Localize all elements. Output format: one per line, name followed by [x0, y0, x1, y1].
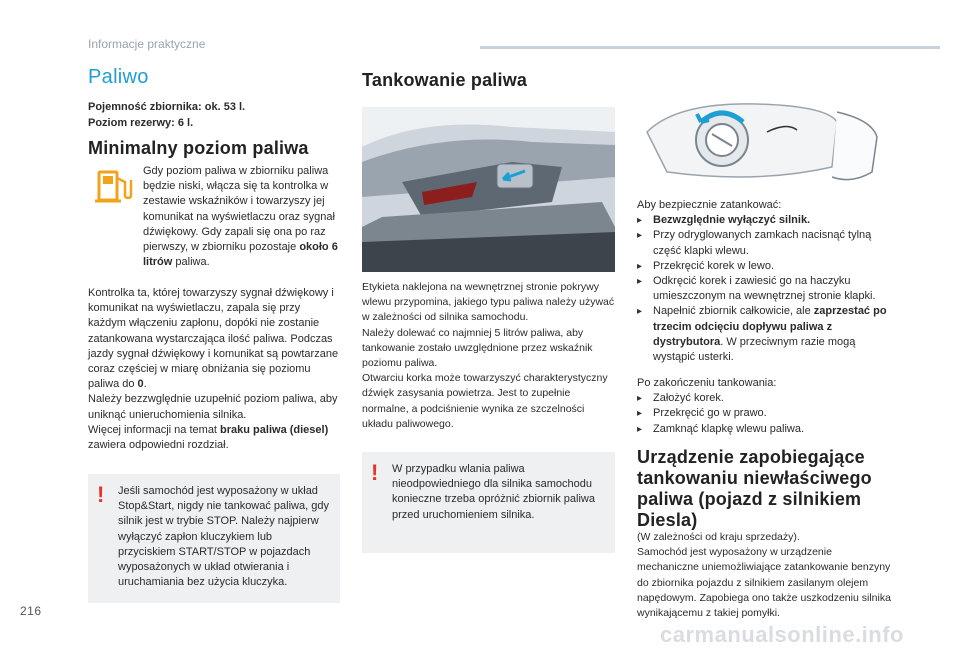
para-bold: 0: [137, 378, 144, 391]
capacity-line: Pojemność zbiornika: ok. 53 l.: [88, 101, 246, 113]
after-intro: Po zakończeniu tankowania:: [637, 377, 777, 389]
reserve-line: Poziom rezerwy: 6 l.: [88, 117, 194, 129]
step-text-end: . W przeciwnym razie mogą wystąpić usterki.: [653, 335, 856, 364]
fuel-pump-icon: [93, 168, 135, 206]
min-level-text: [143, 164, 339, 270]
misfuel-text: (W zależności od kraju sprzedaży). Samochód jest wyposażony w urządzenie mechaniczne uniemożliwiające zatankowanie benzyny do zbiornika pojazdu z silnikiem zasilanym olejem napędowym. Zapobiega ono także uszkodzeniu silnika wynikającemu z takiej pomyłki.: [637, 531, 891, 620]
section-header: Informacje praktyczne: [88, 37, 206, 51]
para-text: Kontrolka ta, której towarzyszy sygnał dźwiękowy i komunikat na wyświetlaczu, zapala się przy każdym włączeniu zapłonu, dopóki nie zostanie zatankowana wystarczająca ilość paliwa. Podczas jazdy sygnał dźwiękowy i komunikat są powtarzane coraz częściej w miarę obniżania się poziomu paliwa do: [88, 287, 339, 391]
stop-start-warning: [88, 474, 340, 603]
refuel-steps: [637, 198, 895, 365]
min-text-bold: około 6 litrów: [143, 241, 338, 269]
car-rear-image: [362, 107, 615, 272]
misfuel-heading: Urządzenie zapobiegające tankowaniu niewłaściwego paliwa (pojazd z silnikiem Diesla): [637, 447, 872, 530]
refuel-caption: Etykieta naklejona na wewnętrznej stronie pokrywy wlewu przypomina, jakiego typu paliwa należy używać w zależności od silnika samochodu. Należy dolewać co najmniej 5 litrów paliwa, aby tankowanie zostało uwzględnione przez wskaźnik poziomu paliwa. Otwarciu korka może towarzyszyć charakterystyczny dźwięk zasysania powietrza. Jest to zupełnie normalne, a podciśnienie wynika ze szczelności układu paliwowego.: [362, 281, 615, 430]
watermark: carmanualsonline.info: [660, 622, 904, 647]
step-item: ▸ Przekręcić korek w lewo.: [637, 259, 895, 274]
min-text-end: paliwa.: [172, 256, 210, 269]
after-step-item: ▸ Zamknąć klapkę wlewu paliwa.: [637, 422, 895, 437]
wrong-fuel-warning: [362, 452, 615, 553]
warning-text: W przypadku wlania paliwa nieodpowiedniego dla silnika samochodu konieczne trzeba opróżnić zbiornik paliwa przed uruchomieniem silnika.: [392, 463, 595, 521]
para-text-end: zawiera odpowiedni rozdział.: [88, 439, 229, 452]
step-bold: Bezwzględnie wyłączyć silnik.: [653, 214, 811, 227]
warning-icon: !: [371, 460, 379, 485]
after-refuel-steps: [637, 376, 895, 437]
para-bold-link: braku paliwa (diesel): [220, 423, 329, 436]
after-step-item: ▸ Przekręcić go w prawo.: [637, 406, 895, 421]
step-bold: zaprzestać po trzecim odcięciu dopływu paliwa z dystrybutora: [653, 305, 887, 348]
step-item: ▸ Odkręcić korek i zawiesić go na haczyku umieszczonym na wewnętrznej stronie klapki.: [637, 274, 895, 304]
page-title: Paliwo: [88, 66, 149, 88]
fuel-cap-image: [637, 92, 889, 192]
min-text: Gdy poziom paliwa w zbiorniku paliwa będzie niski, włącza się ta kontrolka w zestawie wskaźników i towarzyszy jej komunikat na wyświetlaczu oraz sygnał dźwiękowy. Gdy zapali się ona po raz pierwszy, w zbiorniku pozostaje: [143, 165, 335, 254]
warning-icon: !: [97, 482, 105, 507]
capacity-info: [88, 99, 338, 131]
min-level-heading: Minimalny poziom paliwa: [88, 138, 309, 158]
page-number: 216: [20, 604, 42, 618]
header-rule: [480, 46, 940, 49]
after-step-item: ▸ Założyć korek.: [637, 391, 895, 406]
step-item: [637, 213, 895, 228]
step-text: Napełnić zbiornik całkowicie, ale: [653, 305, 814, 318]
step-item: [637, 304, 895, 365]
para-text-mid: . Należy bezzwględnie uzupełnić poziom paliwa, aby uniknąć unieruchomienia silnika. Więcej informacji na temat: [88, 378, 338, 436]
min-level-paragraph: [88, 286, 340, 453]
warning-text: Jeśli samochód jest wyposażony w układ Stop&Start, nigdy nie tankować paliwa, gdy silnik jest w trybie STOP. Należy najpierw wyłączyć zapłon kluczykiem lub przyciskiem START/STOP w pojazdach wyposażonych w układ otwierania i uruchamiania bez użycia kluczyka.: [118, 485, 329, 589]
refuel-heading: Tankowanie paliwa: [362, 70, 528, 90]
step-item: ▸ Przy odryglowanych zamkach nacisnąć tylną część klapki wlewu.: [637, 228, 895, 258]
steps-intro: Aby bezpiecznie zatankować:: [637, 199, 782, 211]
